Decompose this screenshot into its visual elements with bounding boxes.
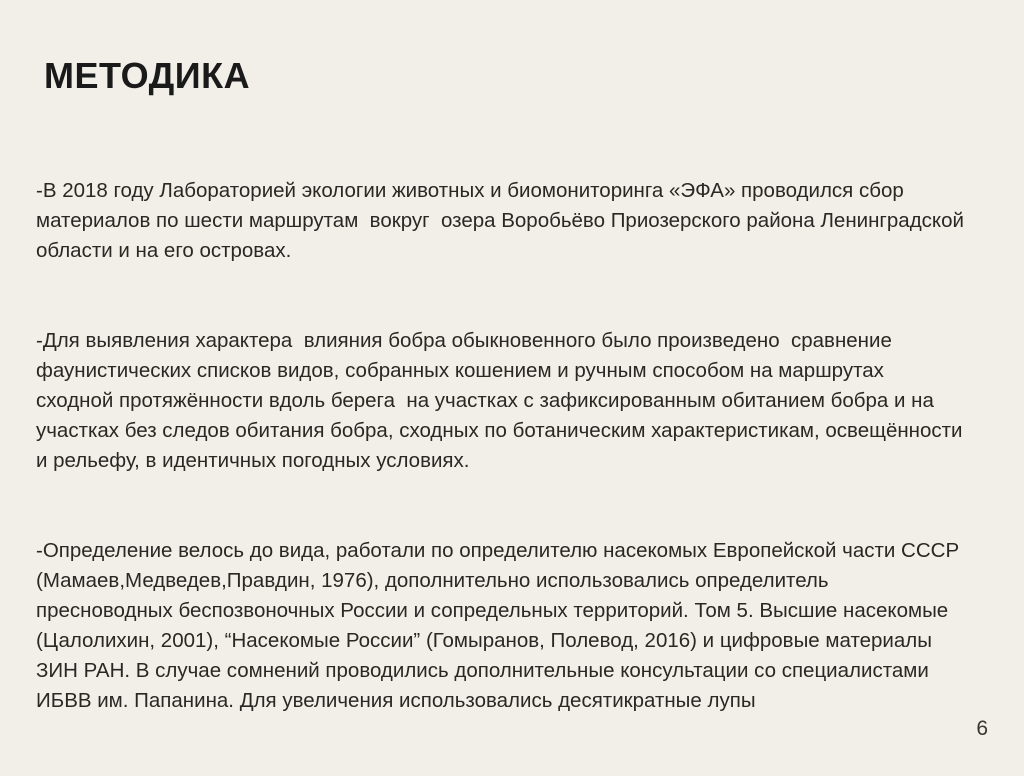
body-paragraph-2: -Для выявления характера влияния бобра обыкновенного было произведено сравнение фаунистических списков видов, собранных кошением и ручным способом на маршрутах сходной протяжённости вдоль берега на участках с зафиксированным обитанием бобра и на участках без следов обитания бобра, сходных по ботаническим характеристикам, освещённости и рельефу, в идентичных погодных условиях. — [36, 329, 969, 472]
page-number: 6 — [976, 717, 988, 740]
slide-body — [36, 116, 970, 776]
body-paragraph-1: -В 2018 году Лабораторией экологии животных и биомониторинга «ЭФА» проводился сбор материалов по шести маршрутам вокруг озера Воробьёво Приозерского района Ленинградской области и на его островах. — [36, 179, 970, 262]
body-paragraph-3: -Определение велось до вида, работали по определителю насекомых Европейской части СССР (Мамаев,Медведев,Правдин, 1976), дополнительно использовались определитель пресноводных беспозвоночных России и сопредельных территорий. Том 5. Высшие насекомые (Цалолихин, 2001), “Насекомые России” (Гомыранов, Полевод, 2016) и цифровые материалы ЗИН РАН. В случае сомнений проводились дополнительные консультации со специалистами ИБВВ им. Папанина. Для увеличения использовались десятикратные лупы — [36, 539, 965, 712]
page-title: МЕТОДИКА — [44, 55, 251, 97]
